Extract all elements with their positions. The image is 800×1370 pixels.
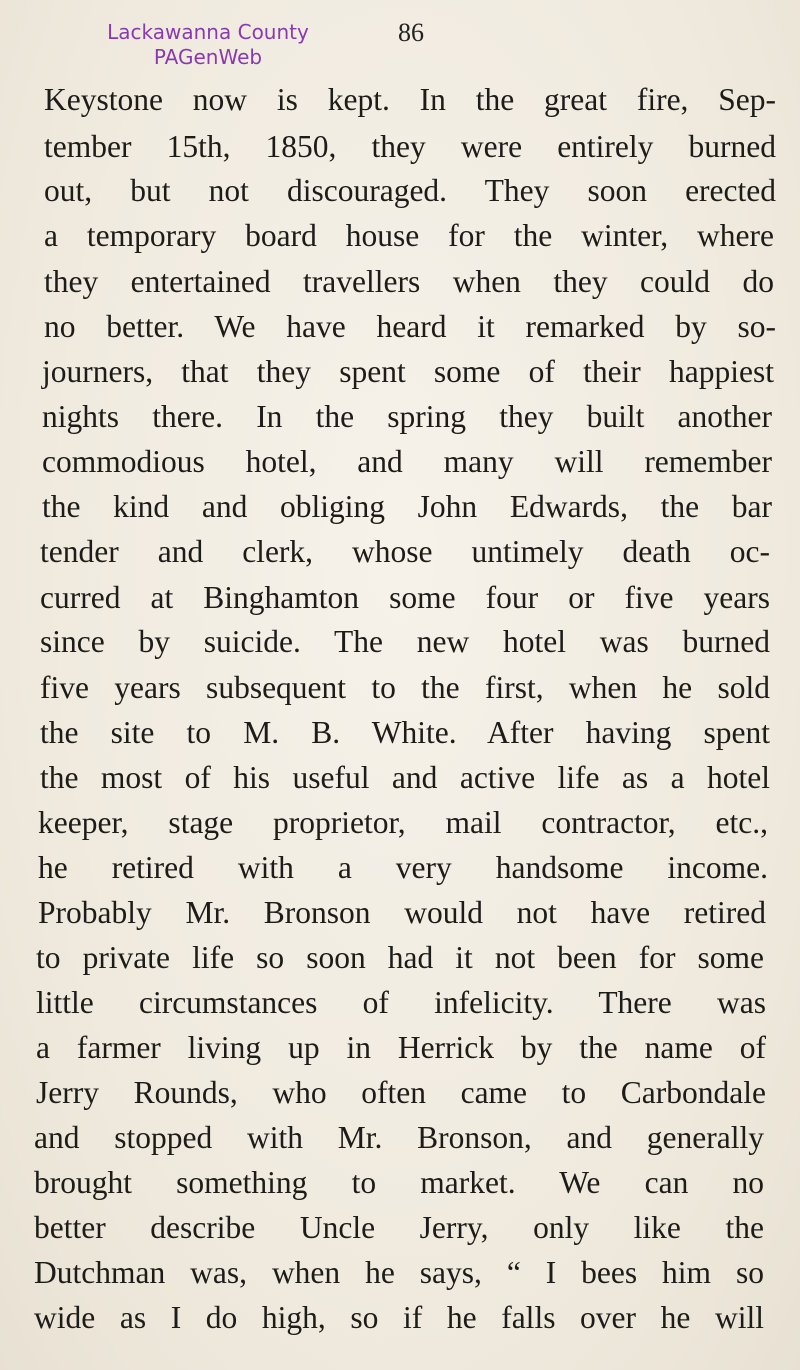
text-line: nights there. In the spring they built another (42, 399, 772, 434)
watermark-line-1: Lackawanna County (107, 20, 309, 44)
text-line: brought something to market. We can no (34, 1165, 764, 1200)
text-line: journers, that they spent some of their happiest (42, 354, 774, 389)
text-line: curred at Binghamton some four or five years (40, 580, 770, 615)
text-line: they entertained travellers when they could do (44, 264, 774, 299)
text-line: Jerry Rounds, who often came to Carbondale (36, 1075, 766, 1110)
text-line: Keystone now is kept. In the great fire, Sep- (44, 82, 776, 117)
text-line: the most of his useful and active life as a hotel (40, 760, 770, 795)
text-line: commodious hotel, and many will remember (42, 444, 772, 479)
text-line: little circumstances of infelicity. There was (36, 985, 766, 1020)
text-line: the site to M. B. White. After having spent (40, 715, 770, 750)
text-line: since by suicide. The new hotel was burned (40, 624, 770, 659)
text-line: wide as I do high, so if he falls over he will (34, 1300, 764, 1335)
text-line: no better. We have heard it remarked by so- (44, 309, 776, 344)
text-line: out, but not discouraged. They soon erected (44, 173, 776, 208)
text-line: tember 15th, 1850, they were entirely burned (44, 129, 776, 164)
page-number: 86 (398, 18, 424, 47)
text-line: five years subsequent to the first, when he sold (40, 670, 770, 705)
text-line: he retired with a very handsome income. (38, 850, 768, 885)
text-line: Probably Mr. Bronson would not have retired (38, 895, 766, 930)
text-line: better describe Uncle Jerry, only like the (34, 1210, 764, 1245)
text-line: a temporary board house for the winter, where (44, 218, 774, 253)
text-line: Dutchman was, when he says, “ I bees him so (34, 1255, 764, 1290)
watermark-line-2: PAGenWeb (153, 45, 263, 69)
text-line: and stopped with Mr. Bronson, and generally (34, 1120, 764, 1155)
text-line: to private life so soon had it not been for some (36, 940, 764, 975)
text-line: a farmer living up in Herrick by the name of (36, 1030, 766, 1065)
text-line: the kind and obliging John Edwards, the bar (42, 489, 772, 524)
text-line: keeper, stage proprietor, mail contractor, etc., (38, 805, 768, 840)
text-line: tender and clerk, whose untimely death oc- (40, 534, 770, 569)
